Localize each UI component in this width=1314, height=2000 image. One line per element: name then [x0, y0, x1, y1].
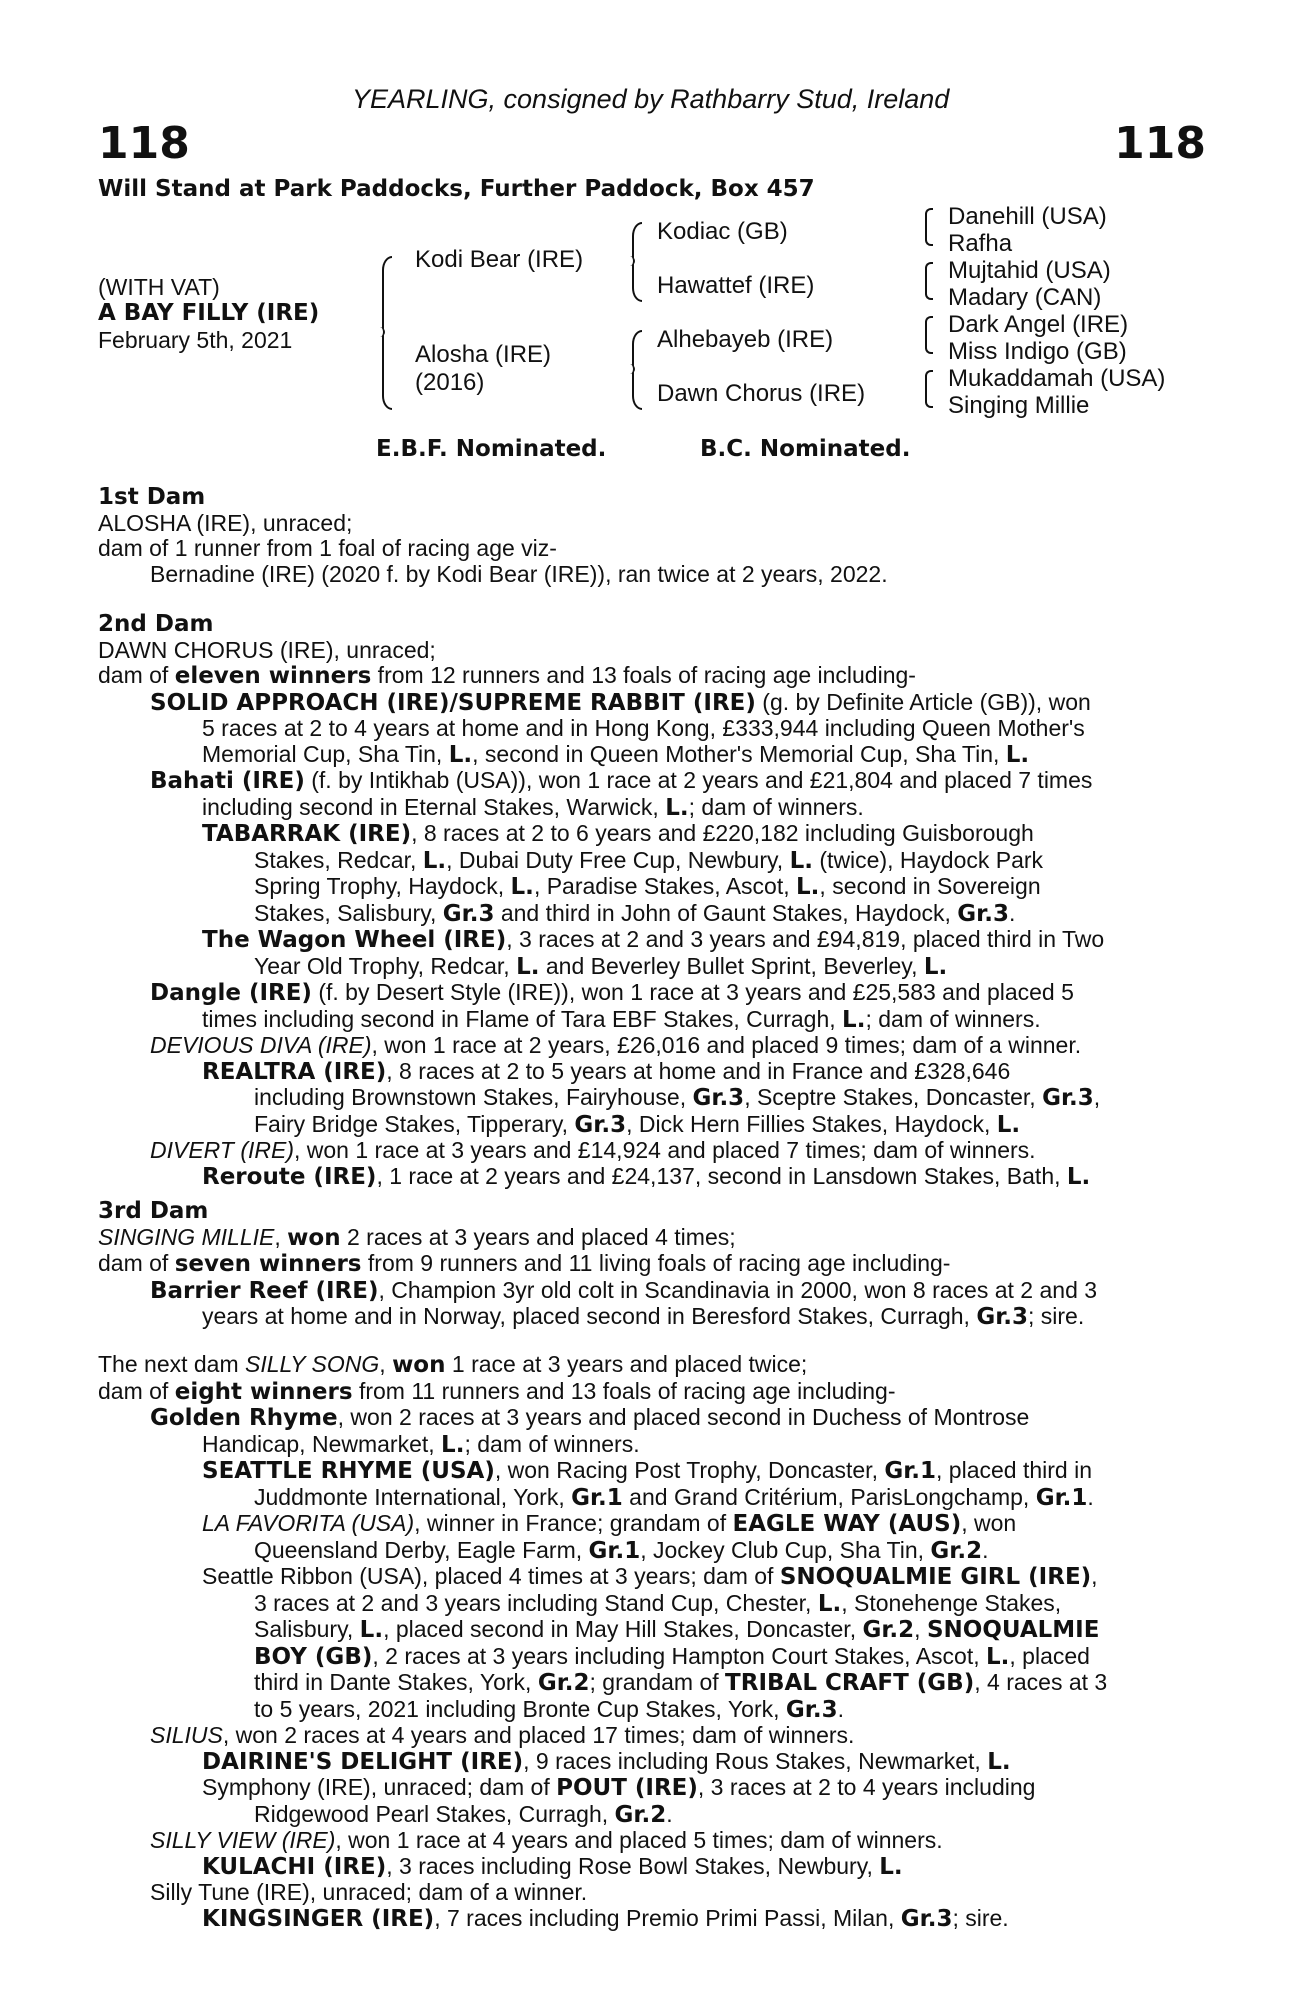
text-run: Juddmonte International, York, — [254, 1483, 572, 1510]
text-run: third in Dante Stakes, York, — [254, 1669, 538, 1695]
text-run: , placed — [1009, 1642, 1090, 1669]
text-run: Queensland Derby, Eagle Farm, — [254, 1536, 589, 1563]
text-run: (f. by Desert Style (IRE)), won 1 race at 3 years and £25,583 and placed 5 — [311, 979, 1074, 1005]
bold-text: L. — [842, 1006, 866, 1033]
text-run: . — [1087, 1483, 1094, 1510]
pedigree-gen3-5: Dark Angel (IRE) — [948, 311, 1129, 338]
first-dam-heading: 1st Dam — [98, 484, 206, 510]
text-run: . — [837, 1695, 844, 1722]
bold-text: SNOQUALMIE — [926, 1617, 1100, 1643]
text-run: , placed third in — [936, 1457, 1093, 1483]
text-run: and third in John of Gaunt Stakes, Haydock, — [494, 899, 958, 926]
next-dam-line — [98, 1405, 1204, 1432]
third-dam-line — [98, 1251, 1204, 1278]
second-dam-line — [98, 980, 1204, 1007]
text-run: . — [666, 1800, 673, 1827]
bold-text: SNOQUALMIE GIRL (IRE) — [779, 1564, 1092, 1590]
text-run: , won — [961, 1510, 1017, 1536]
text-run: , 8 races at 2 to 5 years at home and in France and £328,646 — [386, 1057, 1011, 1084]
bold-text: L. — [359, 1617, 384, 1643]
next-dam-line — [98, 1749, 1204, 1776]
lot-number-right: 118 — [1114, 118, 1206, 169]
pedigree-dam: Alosha (IRE) — [415, 341, 552, 368]
text-run: , 8 races at 2 to 6 years and £220,182 including Guisborough — [411, 820, 1034, 846]
ebf-nominated: E.B.F. Nominated. — [376, 436, 607, 462]
second-dam-line — [98, 848, 1204, 875]
text-run: , second in Queen Mother's Memorial Cup, Sha Tin, — [472, 740, 1006, 767]
bold-text: L. — [923, 953, 948, 980]
second-dam-line: 5 races at 2 to 4 years at home and in Hong Kong, £333,944 including Queen Mother's — [202, 715, 1085, 741]
bold-text: L. — [987, 1748, 1011, 1775]
text-run: , Jockey Club Cup, Sha Tin, — [640, 1536, 931, 1563]
text-run: including second in Eternal Stakes, Warwick, — [202, 793, 666, 820]
text-run: , 3 races at 2 to 4 years including — [697, 1774, 1036, 1800]
text-run: , won 2 races at 3 years and placed second in Duchess of Montrose — [337, 1404, 1030, 1430]
bold-text: L. — [1066, 1163, 1091, 1190]
text-run: , won 1 race at 4 years and placed 5 times; dam of winners. — [335, 1827, 943, 1853]
pedigree-brace-main — [382, 256, 392, 410]
second-dam-line — [98, 768, 1204, 795]
next-dam-line — [98, 1670, 1204, 1697]
text-run: ; dam of winners. — [865, 1005, 1041, 1032]
next-dam-line — [98, 1723, 1204, 1749]
text-run: (twice), Haydock Park — [813, 846, 1044, 873]
bold-text: Gr.3 — [785, 1696, 838, 1723]
next-dam-section — [98, 1352, 1204, 1932]
first-dam-runner: Bernadine (IRE) (2020 f. by Kodi Bear (IRE)), ran twice at 2 years, 2022. — [150, 560, 888, 587]
text-run: Spring Trophy, Haydock, — [254, 873, 511, 899]
text-run: , 7 races including Premio Primi Passi, Milan, — [434, 1904, 901, 1931]
second-dam-line — [98, 821, 1204, 848]
text-run: , — [379, 1351, 393, 1377]
text-run: , — [1093, 1084, 1101, 1110]
bold-text: EAGLE WAY (AUS) — [732, 1511, 962, 1537]
text-run: , second in Sovereign — [819, 873, 1041, 899]
next-dam-line — [98, 1617, 1204, 1644]
pedigree-dam-year: (2016) — [415, 369, 485, 396]
foaling-date: February 5th, 2021 — [98, 327, 293, 353]
text-run: (f. by Intikhab (USA)), won 1 race at 2 years and £21,804 and placed 7 times — [304, 767, 1093, 793]
text-run: , — [914, 1616, 927, 1642]
text-run: 3 races at 2 and 3 years including Stand Cup, Chester, — [254, 1589, 818, 1616]
italic-name: DEVIOUS DIVA (IRE) — [150, 1032, 372, 1058]
second-dam-line — [98, 663, 1204, 690]
bold-text: won — [392, 1352, 446, 1378]
text-run: times including second in Flame of Tara EBF Stakes, Curragh, — [202, 1005, 843, 1032]
bold-text: Gr.3 — [957, 900, 1009, 927]
second-dam-line — [98, 954, 1204, 981]
third-dam-heading: 3rd Dam — [98, 1198, 209, 1224]
pedigree-gen2-2: Hawattef (IRE) — [657, 272, 815, 299]
next-dam-line — [98, 1591, 1204, 1618]
bold-text: eleven winners — [174, 663, 372, 689]
bc-nominated: B.C. Nominated. — [700, 436, 911, 462]
third-dam-line — [98, 1225, 1204, 1252]
pedigree-gen2-4: Dawn Chorus (IRE) — [657, 380, 866, 407]
second-dam-line — [98, 1059, 1204, 1086]
bold-text: L. — [441, 1431, 465, 1458]
text-run: . — [1008, 899, 1016, 926]
text-run: Year Old Trophy, Redcar, — [254, 952, 517, 979]
text-run: Stakes, Redcar, — [254, 846, 423, 873]
text-run: The next dam — [98, 1351, 246, 1377]
bold-text: KINGSINGER (IRE) — [202, 1905, 435, 1932]
bold-text: L. — [796, 874, 820, 900]
text-run: , 3 races including Rose Bowl Stakes, Newbury, — [386, 1852, 880, 1879]
pedigree-brace-g3-2 — [925, 262, 933, 300]
bold-text: won — [287, 1224, 341, 1251]
first-dam-line: dam of 1 runner from 1 foal of racing age viz- — [98, 535, 557, 561]
text-run: Seattle Ribbon (USA), placed 4 times at 3 years; dam of — [202, 1563, 780, 1589]
text-run: (g. by Definite Article (GB)), won — [755, 688, 1091, 715]
text-run: Ridgewood Pearl Stakes, Curragh, — [254, 1800, 615, 1827]
second-dam-line — [98, 874, 1204, 901]
text-run: dam of — [98, 662, 175, 688]
bold-text: L. — [1005, 741, 1030, 768]
bold-text: Gr.3 — [1042, 1085, 1094, 1111]
pedigree-gen2-1: Kodiac (GB) — [657, 218, 788, 245]
text-run: , 3 races at 2 and 3 years and £94,819, placed third in Two — [506, 926, 1105, 952]
text-run: , placed second in May Hill Stakes, Doncaster, — [383, 1616, 863, 1642]
next-dam-line — [98, 1802, 1204, 1829]
next-dam-line — [98, 1432, 1204, 1459]
first-dam-line: ALOSHA (IRE), unraced; — [98, 509, 353, 536]
third-dam-line — [98, 1278, 1204, 1305]
second-dam-line — [98, 1033, 1204, 1059]
pedigree-gen3-1: Danehill (USA) — [948, 203, 1107, 230]
bold-text: Gr.3 — [692, 1085, 745, 1111]
text-run: , won 1 race at 3 years and £14,924 and placed 7 times; dam of winners. — [293, 1137, 1036, 1163]
bold-text: KULACHI (IRE) — [202, 1853, 387, 1880]
text-run: , won 1 race at 2 years, £26,016 and placed 9 times; dam of a winner. — [371, 1032, 1082, 1058]
pedigree-brace-sire — [632, 222, 642, 302]
next-dam-line — [98, 1458, 1204, 1485]
text-run: Fairy Bridge Stakes, Tipperary, — [254, 1110, 575, 1137]
bold-text: L. — [996, 1111, 1021, 1138]
text-run: , Champion 3yr old colt in Scandinavia in 2000, won 8 races at 2 and 3 — [378, 1276, 1098, 1303]
next-dam-line — [98, 1538, 1204, 1565]
text-run: , — [274, 1223, 288, 1250]
pedigree-gen3-6: Miss Indigo (GB) — [948, 338, 1127, 365]
next-dam-line — [98, 1854, 1204, 1881]
text-run: to 5 years, 2021 including Bronte Cup Stakes, York, — [254, 1695, 786, 1722]
bold-text: DAIRINE'S DELIGHT (IRE) — [202, 1748, 524, 1775]
text-run: Stakes, Salisbury, — [254, 899, 443, 926]
bold-text: Gr.3 — [976, 1304, 1028, 1330]
next-dam-line — [98, 1644, 1204, 1671]
text-run: , Dick Hern Fillies Stakes, Haydock, — [626, 1110, 997, 1137]
horse-name: A BAY FILLY (IRE) — [98, 300, 320, 326]
text-run: years at home and in Norway, placed second in Beresford Stakes, Curragh, — [202, 1303, 977, 1329]
next-dam-line: Silly Tune (IRE), unraced; dam of a winner. — [150, 1879, 588, 1905]
next-dam-line — [98, 1564, 1204, 1591]
text-run: , 9 races including Rous Stakes, Newmarket, — [523, 1747, 988, 1774]
text-run: , winner in France; grandam of — [414, 1510, 733, 1536]
stable-location: Will Stand at Park Paddocks, Further Paddock, Box 457 — [98, 176, 815, 202]
italic-name: DIVERT (IRE) — [150, 1137, 294, 1163]
next-dam-line — [98, 1697, 1204, 1724]
bold-text: TRIBAL CRAFT (GB) — [725, 1670, 975, 1696]
lot-number-left: 118 — [98, 118, 190, 169]
next-dam-line — [98, 1485, 1204, 1512]
text-run: . — [982, 1536, 989, 1563]
bold-text: Barrier Reef (IRE) — [150, 1277, 379, 1304]
text-run: ; dam of winners. — [688, 793, 864, 820]
second-dam-line — [98, 927, 1204, 954]
text-run: and Grand Critérium, ParisLongchamp, — [622, 1483, 1036, 1510]
bold-text: L. — [516, 953, 540, 980]
text-run: , 2 races at 3 years including Hampton Court Stakes, Ascot, — [372, 1642, 986, 1669]
bold-text: Gr.3 — [574, 1111, 627, 1138]
pedigree-brace-dam — [632, 330, 642, 410]
bold-text: Gr.2 — [614, 1801, 667, 1828]
text-run: from 11 runners and 13 foals of racing age including- — [352, 1377, 896, 1404]
bold-text: Dangle (IRE) — [150, 980, 312, 1006]
bold-text: REALTRA (IRE) — [202, 1058, 387, 1085]
second-dam-line — [98, 795, 1204, 822]
italic-name: SINGING MILLIE — [98, 1223, 275, 1250]
bold-text: Gr.2 — [930, 1537, 983, 1564]
bold-text: eight winners — [174, 1378, 353, 1405]
bold-text: Gr.2 — [537, 1670, 590, 1696]
second-dam-line — [98, 1164, 1204, 1191]
bold-text: L. — [510, 874, 534, 900]
text-run: , Sceptre Stakes, Doncaster, — [744, 1084, 1043, 1110]
second-dam-line — [98, 742, 1204, 769]
text-run: from 12 runners and 13 foals of racing age including- — [371, 662, 916, 688]
bold-text: Gr.1 — [571, 1484, 623, 1511]
text-run: , won 2 races at 4 years and placed 17 times; dam of winners. — [222, 1722, 855, 1748]
text-run: ; sire. — [952, 1904, 1009, 1931]
bold-text: Gr.2 — [862, 1617, 915, 1643]
second-dam-line — [98, 901, 1204, 928]
second-dam-section — [98, 612, 1204, 1190]
pedigree-gen3-7: Mukaddamah (USA) — [948, 365, 1166, 392]
bold-text: POUT (IRE) — [556, 1775, 698, 1801]
vat-note: (WITH VAT) — [98, 274, 220, 300]
italic-name: SILLY SONG — [245, 1351, 380, 1377]
text-run: , — [1091, 1563, 1098, 1589]
text-run: , 4 races at 3 — [974, 1669, 1108, 1695]
text-run: , 1 race at 2 years and £24,137, second in Lansdown Stakes, Bath, — [376, 1162, 1067, 1189]
next-dam-line — [98, 1775, 1204, 1802]
next-dam-line — [98, 1511, 1204, 1538]
second-dam-line — [98, 1112, 1204, 1139]
text-run: , Dubai Duty Free Cup, Newbury, — [446, 846, 790, 873]
bold-text: L. — [448, 741, 473, 768]
text-run: including Brownstown Stakes, Fairyhouse, — [254, 1084, 693, 1110]
italic-name: SILIUS — [150, 1722, 223, 1748]
bold-text: Gr.1 — [1035, 1484, 1088, 1511]
bold-text: L. — [879, 1853, 903, 1880]
bold-text: Gr.3 — [900, 1905, 953, 1932]
bold-text: L. — [422, 847, 447, 874]
italic-name: SILLY VIEW (IRE) — [150, 1827, 336, 1853]
text-run: and Beverley Bullet Sprint, Beverley, — [539, 952, 924, 979]
pedigree-sire: Kodi Bear (IRE) — [415, 246, 584, 273]
text-run: Symphony (IRE), unraced; dam of — [202, 1774, 557, 1800]
second-dam-line — [98, 1138, 1204, 1164]
bold-text: L. — [789, 847, 813, 874]
italic-name: LA FAVORITA (USA) — [202, 1510, 415, 1536]
second-dam-heading: 2nd Dam — [98, 611, 214, 637]
bold-text: L. — [986, 1643, 1010, 1670]
pedigree-gen3-8: Singing Millie — [948, 392, 1090, 419]
text-run: Memorial Cup, Sha Tin, — [202, 740, 449, 767]
third-dam-line — [98, 1304, 1204, 1331]
bold-text: BOY (GB) — [254, 1643, 373, 1670]
bold-text: seven winners — [174, 1251, 362, 1277]
second-dam-line — [98, 690, 1204, 717]
text-run: 1 race at 3 years and placed twice; — [445, 1351, 808, 1377]
text-run: , Paradise Stakes, Ascot, — [533, 873, 797, 899]
text-run: dam of — [98, 1250, 175, 1276]
pedigree-brace-g3-3 — [925, 316, 933, 354]
bold-text: Bahati (IRE) — [150, 768, 305, 794]
pedigree-gen3-2: Rafha — [948, 230, 1013, 257]
pedigree-gen2-3: Alhebayeb (IRE) — [657, 326, 834, 353]
text-run: ; dam of winners. — [464, 1430, 640, 1457]
bold-text: L. — [665, 794, 689, 821]
third-dam-section — [98, 1199, 1204, 1331]
bold-text: Reroute (IRE) — [202, 1163, 377, 1190]
consignment-line: YEARLING, consigned by Rathbarry Stud, Ireland — [352, 84, 950, 114]
pedigree-gen3-3: Mujtahid (USA) — [948, 257, 1111, 284]
text-run: , won Racing Post Trophy, Doncaster, — [494, 1457, 885, 1483]
bold-text: Gr.1 — [884, 1458, 937, 1484]
text-run: Salisbury, — [254, 1616, 360, 1642]
second-dam-line — [98, 1007, 1204, 1034]
text-run: , Stonehenge Stakes, — [841, 1589, 1062, 1616]
text-run: Handicap, Newmarket, — [202, 1430, 442, 1457]
bold-text: Gr.3 — [442, 900, 495, 927]
second-dam-line — [98, 1085, 1204, 1112]
text-run: ; grandam of — [589, 1669, 726, 1695]
bold-text: Gr.1 — [588, 1537, 641, 1564]
text-run: 2 races at 3 years and placed 4 times; — [340, 1223, 736, 1250]
next-dam-line — [98, 1352, 1204, 1379]
pedigree-brace-g3-4 — [925, 370, 933, 408]
bold-text: SOLID APPROACH (IRE)/SUPREME RABBIT (IRE) — [150, 689, 756, 716]
pedigree-brace-g3-1 — [925, 208, 933, 246]
next-dam-line — [98, 1379, 1204, 1406]
bold-text: SEATTLE RHYME (USA) — [202, 1458, 495, 1484]
bold-text: TABARRAK (IRE) — [202, 821, 412, 847]
bold-text: Golden Rhyme — [150, 1405, 338, 1431]
text-run: dam of — [98, 1377, 175, 1404]
second-dam-line: DAWN CHORUS (IRE), unraced; — [98, 636, 436, 663]
pedigree-gen3-4: Madary (CAN) — [948, 284, 1102, 311]
next-dam-line — [98, 1906, 1204, 1933]
text-run: from 9 runners and 11 living foals of racing age including- — [361, 1250, 951, 1276]
first-dam-section — [98, 485, 1204, 587]
bold-text: The Wagon Wheel (IRE) — [202, 927, 507, 953]
text-run: ; sire. — [1028, 1303, 1085, 1329]
next-dam-line — [98, 1828, 1204, 1854]
bold-text: L. — [817, 1590, 842, 1617]
